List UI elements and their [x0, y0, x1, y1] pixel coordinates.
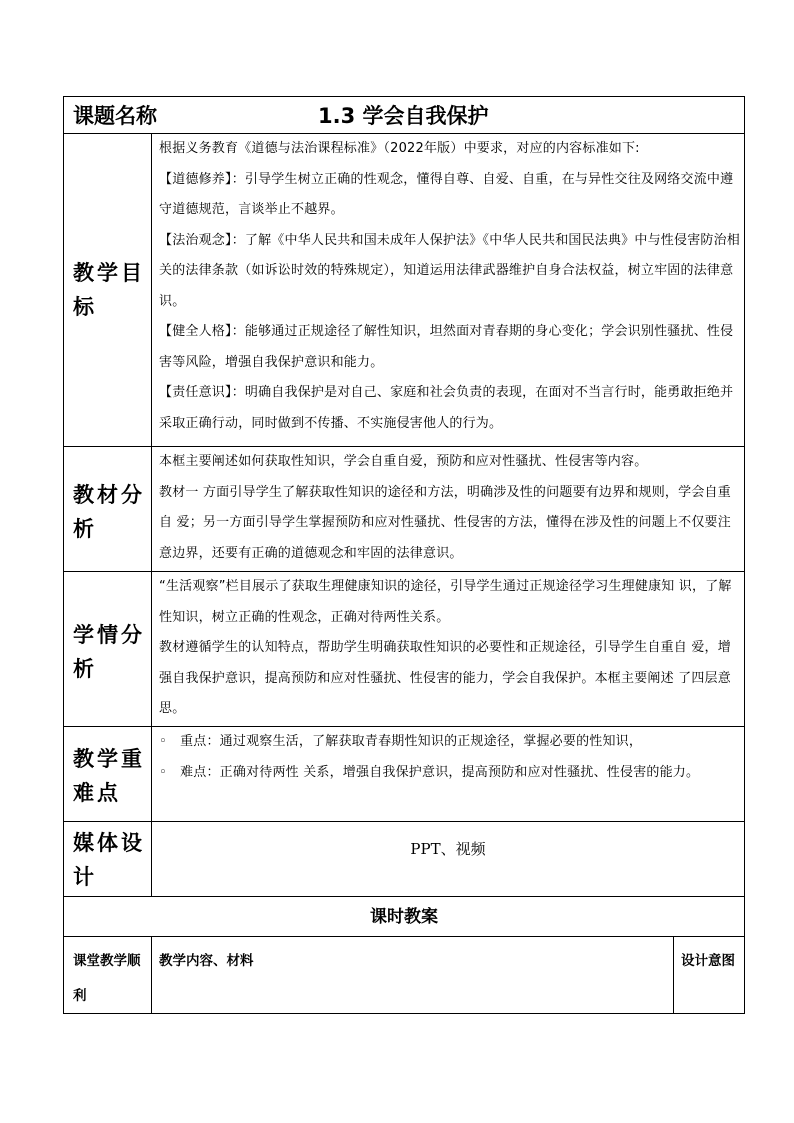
lesson-plan-table — [63, 96, 745, 1014]
objectives-paragraph: 【法治观念】：了解《中华人民共和国未成年人保护法》《中华人民共和国民法典》中与性侵害防治相关的法律条款（如诉讼时效的特殊规定），知道运用法律武器维护自身合法权益，树立牢固的法律意识。 — [159, 232, 741, 309]
textbook-label: 教材分析 — [73, 483, 145, 541]
keypoints-paragraph: ◦ 难点：正确对待两性 关系，增强自我保护意识，提高预防和应对性骚扰、性侵害的能力。 — [159, 764, 700, 780]
keypoints-label: 教学重难点 — [73, 747, 145, 805]
objectives-content — [159, 134, 743, 446]
lesson-plan-title: 课时教案 — [370, 907, 438, 927]
objectives-paragraph: 根据义务教育《道德与法治课程标准》（2022年版）中要求，对应的内容标准如下: — [159, 141, 640, 156]
keypoints-content — [159, 727, 743, 821]
keypoints-paragraph: ◦ 重点：通过观察生活，了解获取青春期性知识的正规途径，掌握必要的性知识， — [159, 734, 643, 749]
learners-paragraph: 教材遵循学生的认知特点，帮助学生明确获取性知识的必要性和正规途径，引导学生自重自 爱，增强自我保护意识，提高预防和应对性骚扰、性侵害的能力，学会自我保护。本框主要阐述 了四层意思。 — [159, 640, 731, 716]
textbook-paragraph: 本框主要阐述如何获取性知识，学会自重自爱，预防和应对性骚扰、性侵害等内容。 — [159, 454, 648, 469]
textbook-content — [159, 447, 743, 571]
objectives-paragraph: 【责任意识】：明确自我保护是对自己、家庭和社会负责的表现，在面对不当言行时，能勇敢拒绝并采取正确行动，同时做到不传播、不实施侵害他人的行为。 — [159, 385, 734, 431]
textbook-paragraph: 教材一 方面引导学生了解获取性知识的途径和方法，明确涉及性的问题要有边界和规则，学会自重自 爱；另一方面引导学生掌握预防和应对性骚扰、性侵害的方法，懂得在涉及性的问题上不仅要注 意边界，还要有正确的道德观念和牢固的法律意识。 — [159, 484, 731, 561]
objectives-paragraph: 【健全人格】：能够通过正规途径了解性知识，坦然面对青春期的身心变化；学会识别性骚扰、性侵害等风险，增强自我保护意识和能力。 — [159, 324, 734, 370]
media-content: PPT、视频 — [410, 840, 486, 858]
subject-label: 课题名称 — [73, 104, 157, 128]
learners-content — [159, 572, 743, 726]
learners-label: 学情分析 — [73, 623, 145, 681]
objectives-label: 教学目标 — [73, 261, 145, 319]
media-label: 媒体设计 — [73, 831, 145, 889]
lesson-plan-col-content: 教学内容、材料 — [159, 953, 254, 969]
learners-paragraph: “生活观察”栏目展示了获取生理健康知识的途径，引导学生通过正规途径学习生理健康知 识，了解性知识，树立正确的性观念，正确对待两性关系。 — [159, 579, 732, 625]
lesson-plan-col-sequence: 课堂教学顺利 — [73, 953, 141, 1004]
objectives-paragraph: 【道德修养】：引导学生树立正确的性观念，懂得自尊、自爱、自重，在与异性交往及网络交流中遵守道德规范，言谈举止不越界。 — [159, 171, 734, 217]
page-title: 1.3 学会自我保护 — [318, 104, 489, 128]
lesson-plan-col-intent: 设计意图 — [681, 953, 735, 969]
